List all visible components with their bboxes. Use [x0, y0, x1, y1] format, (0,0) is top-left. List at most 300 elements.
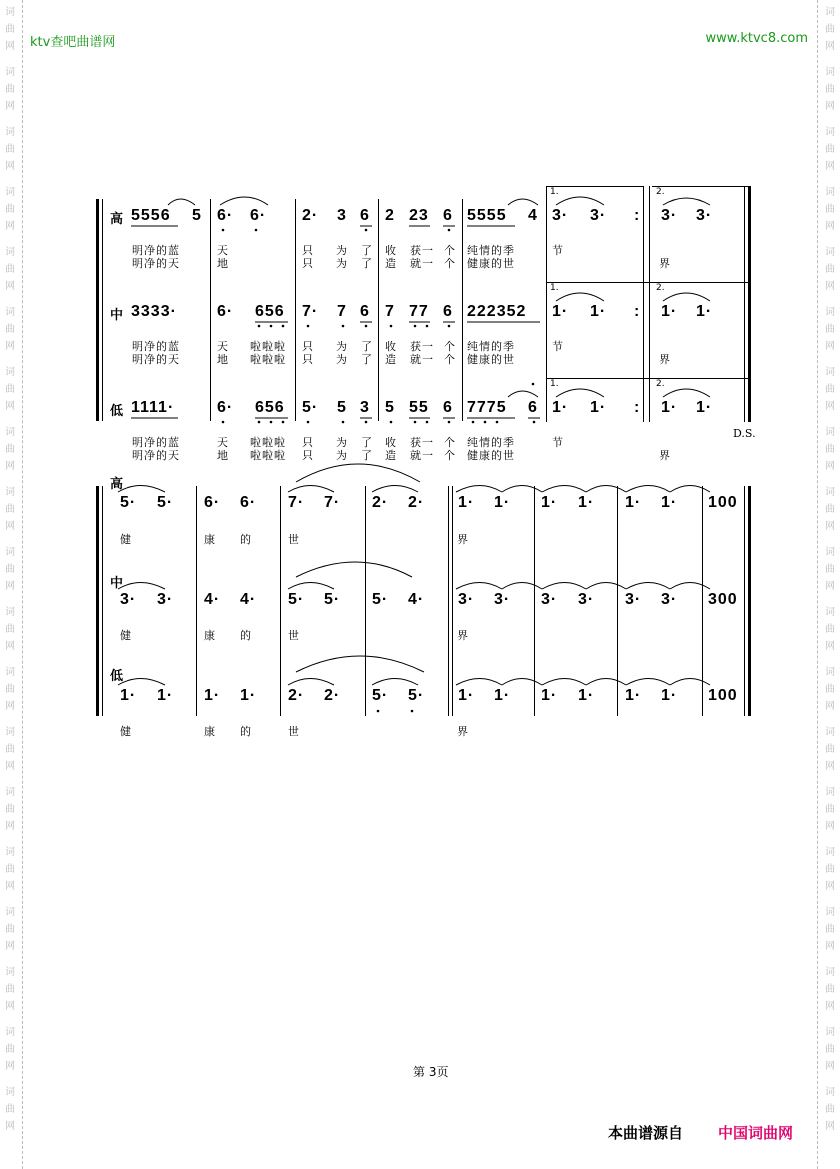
watermark-char: 网: [825, 521, 835, 532]
note: 6·: [204, 494, 221, 511]
note: 1·: [204, 687, 221, 704]
note: 7: [337, 303, 347, 320]
lyric: 地: [217, 449, 229, 462]
watermark-char: 词: [825, 547, 835, 558]
watermark-char: 网: [825, 701, 835, 712]
watermark-char: 曲: [5, 624, 15, 635]
note: 5: [337, 399, 347, 416]
watermark-char: 曲: [5, 744, 15, 755]
lyric: 世: [288, 629, 300, 642]
watermark-char: 网: [5, 161, 15, 172]
watermark-char: 网: [825, 461, 835, 472]
volta-2-label: 2.: [656, 283, 665, 293]
watermark-char: 词: [825, 1027, 835, 1038]
lyric: 就一: [410, 449, 434, 462]
note: 4·: [408, 591, 425, 608]
lyric: 为: [336, 353, 348, 366]
note: 7·: [302, 303, 319, 320]
watermark-char: 词: [825, 127, 835, 138]
lyric: 康: [204, 725, 216, 738]
lyric: 只: [302, 449, 314, 462]
lyric: 的: [240, 725, 252, 738]
lyric: 界: [457, 533, 469, 546]
lyric: 节: [552, 340, 564, 353]
note: 55: [409, 399, 429, 416]
note: 1·: [590, 303, 607, 320]
watermark-char: 曲: [825, 864, 835, 875]
lyric: 就一: [410, 257, 434, 270]
watermark-char: 网: [5, 1121, 15, 1132]
watermark-char: 曲: [825, 984, 835, 995]
watermark-char: 曲: [825, 564, 835, 575]
watermark-char: 词: [825, 187, 835, 198]
lyric: 啦啦啦: [250, 436, 286, 449]
watermark-char: 词: [5, 187, 15, 198]
watermark-char: 网: [5, 761, 15, 772]
watermark-char: 网: [5, 821, 15, 832]
note: 3·: [661, 207, 678, 224]
note: 6·: [240, 494, 257, 511]
note: 2·: [372, 494, 389, 511]
watermark-char: 曲: [5, 924, 15, 935]
source-label: 本曲谱源自: [608, 1124, 684, 1142]
note: 1·: [541, 687, 558, 704]
watermark-char: 曲: [5, 1104, 15, 1115]
lyric: 明净的蓝: [132, 244, 180, 257]
note: 1·: [494, 687, 511, 704]
lyric: 只: [302, 340, 314, 353]
lyric: 界: [457, 725, 469, 738]
lyric: 收: [385, 436, 397, 449]
lyric: 明净的天: [132, 449, 180, 462]
watermark-char: 网: [825, 821, 835, 832]
lyric: 明净的天: [132, 257, 180, 270]
note: 7775: [467, 399, 507, 416]
lyric: 啦啦啦: [250, 340, 286, 353]
watermark-char: 词: [5, 67, 15, 78]
watermark-char: 网: [5, 221, 15, 232]
note: 3·: [625, 591, 642, 608]
final-note: 300: [708, 591, 738, 608]
watermark-char: 网: [5, 881, 15, 892]
watermark-char: 曲: [5, 204, 15, 215]
note: 6: [360, 207, 370, 224]
watermark-char: 词: [825, 67, 835, 78]
lyric: 获一: [410, 244, 434, 257]
watermark-char: 网: [5, 701, 15, 712]
note: 6·: [217, 207, 234, 224]
page-number: 第 3页: [413, 1065, 449, 1079]
watermark-char: 曲: [5, 864, 15, 875]
lyric: 的: [240, 629, 252, 642]
watermark-char: 词: [5, 847, 15, 858]
watermark-char: 曲: [5, 264, 15, 275]
voice-label-low: 低: [110, 669, 124, 684]
watermark-char: 曲: [825, 684, 835, 695]
lyric: 康: [204, 629, 216, 642]
watermark-char: 网: [5, 641, 15, 652]
voice-label-mid: 中: [110, 308, 124, 323]
lyric: 个: [444, 244, 456, 257]
lyric: 只: [302, 436, 314, 449]
note: 1·: [661, 494, 678, 511]
lyric: 啦啦啦: [250, 353, 286, 366]
watermark-char: 词: [825, 307, 835, 318]
note: 6: [360, 303, 370, 320]
note: 77: [409, 303, 429, 320]
watermark-char: 网: [825, 281, 835, 292]
watermark-char: 词: [5, 7, 15, 18]
note: 1·: [240, 687, 257, 704]
watermark-char: 曲: [5, 1044, 15, 1055]
site-title-left[interactable]: ktv查吧曲谱网: [30, 35, 116, 50]
repeat-sign: :: [634, 399, 641, 416]
lyric: 获一: [410, 340, 434, 353]
note: 5556: [131, 207, 171, 224]
lyric: 个: [444, 436, 456, 449]
watermark-char: 词: [5, 667, 15, 678]
volta-1-label: 1.: [550, 283, 559, 293]
watermark-char: 曲: [825, 504, 835, 515]
watermark-char: 词: [5, 607, 15, 618]
watermark-char: 曲: [5, 24, 15, 35]
watermark-char: 曲: [5, 804, 15, 815]
watermark-char: 网: [5, 401, 15, 412]
watermark-char: 网: [5, 941, 15, 952]
lyric: 纯情的季: [467, 340, 515, 353]
note: 6·: [217, 399, 234, 416]
watermark-char: 词: [5, 487, 15, 498]
lyric: 界: [659, 257, 671, 270]
note: 1111·: [131, 399, 175, 416]
watermark-char: 词: [825, 967, 835, 978]
watermark-char: 网: [825, 221, 835, 232]
watermark-char: 曲: [5, 564, 15, 575]
watermark-char: 词: [825, 787, 835, 798]
note: 5·: [372, 687, 389, 704]
lyric: 个: [444, 353, 456, 366]
note: 23: [409, 207, 429, 224]
note: 1·: [590, 399, 607, 416]
watermark-char: 网: [825, 101, 835, 112]
watermark-char: 曲: [5, 324, 15, 335]
note: 4·: [204, 591, 221, 608]
watermark-char: 曲: [825, 204, 835, 215]
watermark-char: 网: [825, 761, 835, 772]
note: 2: [385, 207, 395, 224]
lyric: 只: [302, 353, 314, 366]
lyric: 明净的蓝: [132, 436, 180, 449]
lyric: 了: [361, 340, 373, 353]
watermark-char: 曲: [825, 264, 835, 275]
lyric: 世: [288, 725, 300, 738]
note: 6: [443, 303, 453, 320]
lyric: 天: [217, 436, 229, 449]
note: 1·: [458, 494, 475, 511]
note: 3·: [578, 591, 595, 608]
note: 3: [360, 399, 370, 416]
watermark-char: 词: [825, 907, 835, 918]
watermark-char: 曲: [825, 804, 835, 815]
watermark-char: 词: [5, 547, 15, 558]
watermark-char: 词: [5, 727, 15, 738]
note: 3·: [661, 591, 678, 608]
lyric: 为: [336, 244, 348, 257]
note: 3·: [494, 591, 511, 608]
note: 1·: [552, 399, 569, 416]
watermark-char: 词: [5, 427, 15, 438]
note: 1·: [661, 303, 678, 320]
lyric: 健: [120, 725, 132, 738]
watermark-char: 曲: [825, 924, 835, 935]
note: 1·: [625, 494, 642, 511]
lyric: 造: [385, 353, 397, 366]
watermark-char: 网: [5, 101, 15, 112]
watermark-char: 网: [825, 881, 835, 892]
note: 3: [337, 207, 347, 224]
watermark-char: 词: [825, 367, 835, 378]
volta-1-label: 1.: [550, 187, 559, 197]
lyric: 地: [217, 353, 229, 366]
watermark-char: 网: [825, 41, 835, 52]
note: 1·: [696, 399, 713, 416]
voice-label-high: 高: [110, 477, 124, 492]
lyric: 天: [217, 340, 229, 353]
note: 3·: [458, 591, 475, 608]
lyric: 纯情的季: [467, 436, 515, 449]
lyric: 康: [204, 533, 216, 546]
note: 5555: [467, 207, 507, 224]
lyric: 就一: [410, 353, 434, 366]
site-url-right[interactable]: www.ktvc8.com: [705, 31, 808, 46]
lyric: 造: [385, 449, 397, 462]
watermark-char: 网: [825, 1001, 835, 1012]
note: 6: [443, 207, 453, 224]
watermark-char: 网: [825, 581, 835, 592]
lyric: 健康的世: [467, 353, 515, 366]
volta-1-label: 1.: [550, 379, 559, 389]
note: 3·: [120, 591, 137, 608]
lyric: 获一: [410, 436, 434, 449]
watermark-char: 网: [825, 1121, 835, 1132]
watermark-char: 曲: [825, 624, 835, 635]
lyric: 界: [659, 449, 671, 462]
watermark-char: 词: [825, 427, 835, 438]
watermark-char: 曲: [825, 1104, 835, 1115]
note: 656: [255, 399, 285, 416]
watermark-char: 词: [825, 487, 835, 498]
volta-2-label: 2.: [656, 379, 665, 389]
note: 5·: [302, 399, 319, 416]
note: 1·: [458, 687, 475, 704]
lyric: 天: [217, 244, 229, 257]
lyric: 个: [444, 449, 456, 462]
note: 656: [255, 303, 285, 320]
note: 4·: [240, 591, 257, 608]
note: 5: [192, 207, 202, 224]
note: 5·: [288, 591, 305, 608]
watermark-char: 曲: [825, 444, 835, 455]
watermark-char: 曲: [5, 144, 15, 155]
watermark-char: 词: [5, 967, 15, 978]
watermark-char: 词: [825, 7, 835, 18]
watermark-char: 网: [5, 521, 15, 532]
lyric: 收: [385, 340, 397, 353]
watermark-char: 词: [825, 607, 835, 618]
watermark-char: 网: [5, 1001, 15, 1012]
note: 2·: [302, 207, 319, 224]
lyric: 地: [217, 257, 229, 270]
watermark-char: 网: [5, 581, 15, 592]
note: 5·: [120, 494, 137, 511]
voice-label-low: 低: [110, 404, 124, 419]
note: 5·: [157, 494, 174, 511]
watermark-char: 词: [825, 1087, 835, 1098]
note: 5: [385, 399, 395, 416]
lyric: 为: [336, 449, 348, 462]
watermark-char: 词: [5, 1087, 15, 1098]
watermark-char: 网: [825, 341, 835, 352]
watermark-char: 曲: [5, 444, 15, 455]
lyric: 只: [302, 257, 314, 270]
watermark-char: 词: [825, 247, 835, 258]
source-site-link[interactable]: 中国词曲网: [718, 1124, 794, 1142]
lyric: 了: [361, 257, 373, 270]
watermark-char: 词: [825, 727, 835, 738]
watermark-char: 词: [825, 667, 835, 678]
volta-2-label: 2.: [656, 187, 665, 197]
note: 6·: [250, 207, 267, 224]
note: 1·: [625, 687, 642, 704]
lyric: 健: [120, 629, 132, 642]
note: 6: [443, 399, 453, 416]
note: 7·: [324, 494, 341, 511]
note: 4: [528, 207, 538, 224]
lyric: 造: [385, 257, 397, 270]
lyric: 收: [385, 244, 397, 257]
lyric: 明净的蓝: [132, 340, 180, 353]
watermark-char: 曲: [5, 504, 15, 515]
note: 3·: [157, 591, 174, 608]
watermark-char: 网: [5, 281, 15, 292]
lyric: 明净的天: [132, 353, 180, 366]
watermark-char: 网: [5, 41, 15, 52]
watermark-char: 曲: [5, 84, 15, 95]
note: 3·: [696, 207, 713, 224]
final-note: 100: [708, 494, 738, 511]
lyric: 个: [444, 257, 456, 270]
watermark-char: 曲: [825, 144, 835, 155]
watermark-char: 曲: [825, 744, 835, 755]
watermark-char: 曲: [825, 24, 835, 35]
lyric: 为: [336, 257, 348, 270]
note: 6: [528, 399, 538, 416]
note: 7: [385, 303, 395, 320]
note: 1·: [578, 494, 595, 511]
lyric: 了: [361, 353, 373, 366]
watermark-char: 曲: [825, 324, 835, 335]
note: 2·: [324, 687, 341, 704]
note: 5·: [372, 591, 389, 608]
lyric: 的: [240, 533, 252, 546]
note: 1·: [541, 494, 558, 511]
lyric: 节: [552, 244, 564, 257]
lyric: 世: [288, 533, 300, 546]
watermark-char: 词: [5, 787, 15, 798]
voice-label-high: 高: [110, 212, 124, 227]
lyric: 只: [302, 244, 314, 257]
lyric: 健康的世: [467, 257, 515, 270]
note: 1·: [120, 687, 137, 704]
note: 1·: [696, 303, 713, 320]
note: 2·: [288, 687, 305, 704]
lyric: 界: [457, 629, 469, 642]
lyric: 了: [361, 449, 373, 462]
lyric: 啦啦啦: [250, 449, 286, 462]
lyric: 健: [120, 533, 132, 546]
watermark-char: 网: [825, 401, 835, 412]
lyric: 健康的世: [467, 449, 515, 462]
note: 3·: [552, 207, 569, 224]
note: 1·: [552, 303, 569, 320]
watermark-char: 网: [825, 641, 835, 652]
note: 1·: [661, 399, 678, 416]
lyric: 了: [361, 436, 373, 449]
watermark-char: 曲: [5, 384, 15, 395]
watermark-char: 词: [5, 307, 15, 318]
watermark-char: 网: [5, 341, 15, 352]
watermark-char: 曲: [825, 384, 835, 395]
note: 222352: [467, 303, 527, 320]
repeat-sign: :: [634, 303, 641, 320]
note: 5·: [408, 687, 425, 704]
note: 7·: [288, 494, 305, 511]
note: 6·: [217, 303, 234, 320]
lyric: 为: [336, 436, 348, 449]
note: 3·: [541, 591, 558, 608]
ds-marking: D.S.: [733, 427, 756, 440]
watermark-char: 网: [825, 1061, 835, 1072]
repeat-sign: :: [634, 207, 641, 224]
watermark-char: 词: [5, 127, 15, 138]
note: 1·: [157, 687, 174, 704]
voice-label-mid: 中: [110, 576, 124, 591]
watermark-char: 网: [5, 1061, 15, 1072]
note: 1·: [661, 687, 678, 704]
watermark-char: 曲: [5, 684, 15, 695]
watermark-char: 网: [5, 461, 15, 472]
watermark-char: 词: [5, 247, 15, 258]
watermark-char: 词: [5, 907, 15, 918]
lyric: 了: [361, 244, 373, 257]
note: 3333·: [131, 303, 177, 320]
watermark-char: 网: [825, 161, 835, 172]
note: 5·: [324, 591, 341, 608]
watermark-char: 曲: [5, 984, 15, 995]
watermark-char: 词: [825, 847, 835, 858]
lyric: 节: [552, 436, 564, 449]
lyric: 为: [336, 340, 348, 353]
note: 2·: [408, 494, 425, 511]
watermark-char: 网: [825, 941, 835, 952]
note: 3·: [590, 207, 607, 224]
lyric: 界: [659, 353, 671, 366]
lyric: 个: [444, 340, 456, 353]
note: 1·: [494, 494, 511, 511]
watermark-char: 词: [5, 1027, 15, 1038]
watermark-char: 词: [5, 367, 15, 378]
lyric: 纯情的季: [467, 244, 515, 257]
